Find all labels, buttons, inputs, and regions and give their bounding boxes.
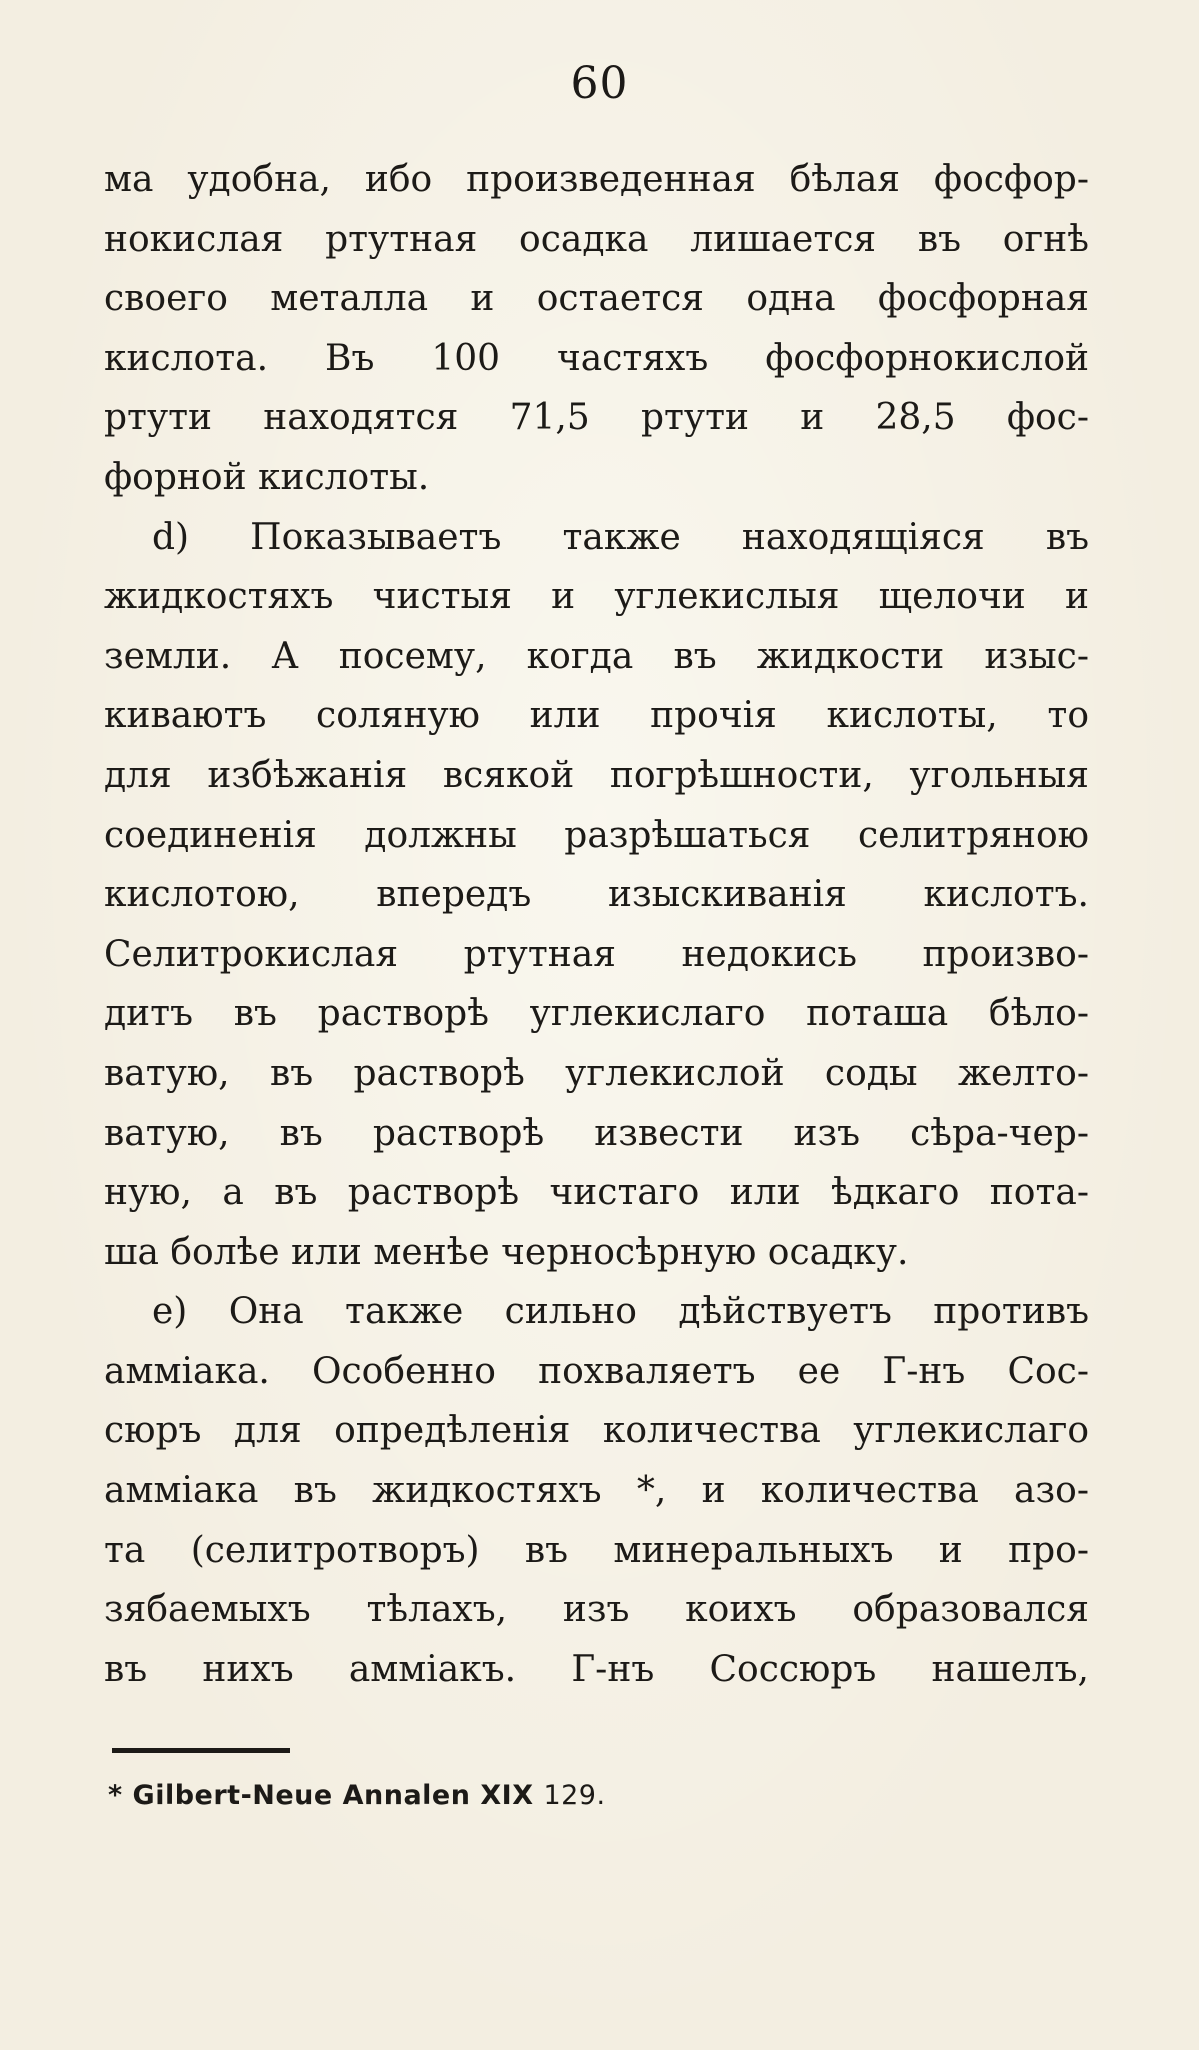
footnote-text: Gilbert-Neue Annalen XIX xyxy=(132,1780,534,1811)
text-line: кислотою, впередъ изыскиванія кислотъ. xyxy=(104,874,1089,916)
text-line: соединенія должны разрѣшаться селитряною xyxy=(104,814,1089,856)
footnote-rule xyxy=(112,1748,290,1753)
text-line: своего металла и остается одна фосфорная xyxy=(104,278,1089,320)
text-line: земли. А посему, когда въ жидкости изыс- xyxy=(104,635,1089,677)
text-line: d) Показываетъ также находящіяся въ xyxy=(152,516,1089,558)
text-line: жидкостяхъ чистыя и углекислыя щелочи и xyxy=(104,576,1089,618)
text-line: сюръ для опредѣленія количества углекислаго xyxy=(104,1410,1089,1452)
text-line: аммiака. Особенно похваляетъ ее Г-нъ Сос- xyxy=(104,1350,1089,1392)
text-line: киваютъ соляную или прочія кислоты, то xyxy=(104,695,1089,737)
footnote-marker: * xyxy=(108,1780,123,1811)
text-line: ную, а въ растворѣ чистаго или ѣдкаго пота- xyxy=(104,1172,1089,1214)
footnote-page: 129. xyxy=(543,1780,606,1811)
text-line: ватую, въ растворѣ углекислой соды желто- xyxy=(104,1052,1089,1094)
text-line: ватую, въ растворѣ извести изъ сѣра-чер- xyxy=(104,1112,1089,1154)
text-line: e) Она также сильно дѣйствуетъ противъ xyxy=(152,1291,1089,1333)
text-line: для избѣжанія всякой погрѣшности, угольныя xyxy=(104,754,1089,796)
text-line: Селитрокислая ртутная недокись произво- xyxy=(104,933,1089,975)
text-line: кислота. Въ 100 частяхъ фосфорнокислой xyxy=(104,337,1089,379)
text-line: ртути находятся 71,5 ртути и 28,5 фос- xyxy=(104,397,1089,439)
text-line: дитъ въ растворѣ углекислаго поташа бѣло- xyxy=(104,993,1089,1035)
text-line: та (селитротворъ) въ минеральныхъ и про- xyxy=(104,1529,1089,1571)
text-line: зябаемыхъ тѣлахъ, изъ коихъ образовался xyxy=(104,1589,1089,1631)
text-line: аммiака въ жидкостяхъ *, и количества азо- xyxy=(104,1470,1089,1512)
body-text xyxy=(104,150,1089,1699)
text-line: въ нихъ аммiакъ. Г-нъ Соссюръ нашелъ, xyxy=(104,1648,1089,1690)
text-line: форной кислоты. xyxy=(104,456,430,498)
page-number: 60 xyxy=(570,58,629,109)
text-line: ша болѣе или менѣе черносѣрную осадку. xyxy=(104,1231,909,1273)
footnote xyxy=(108,1780,606,1811)
text-line: ма удобна, ибо произведенная бѣлая фосфор- xyxy=(104,159,1089,200)
text-line: нокислая ртутная осадка лишается въ огнѣ xyxy=(104,218,1089,260)
